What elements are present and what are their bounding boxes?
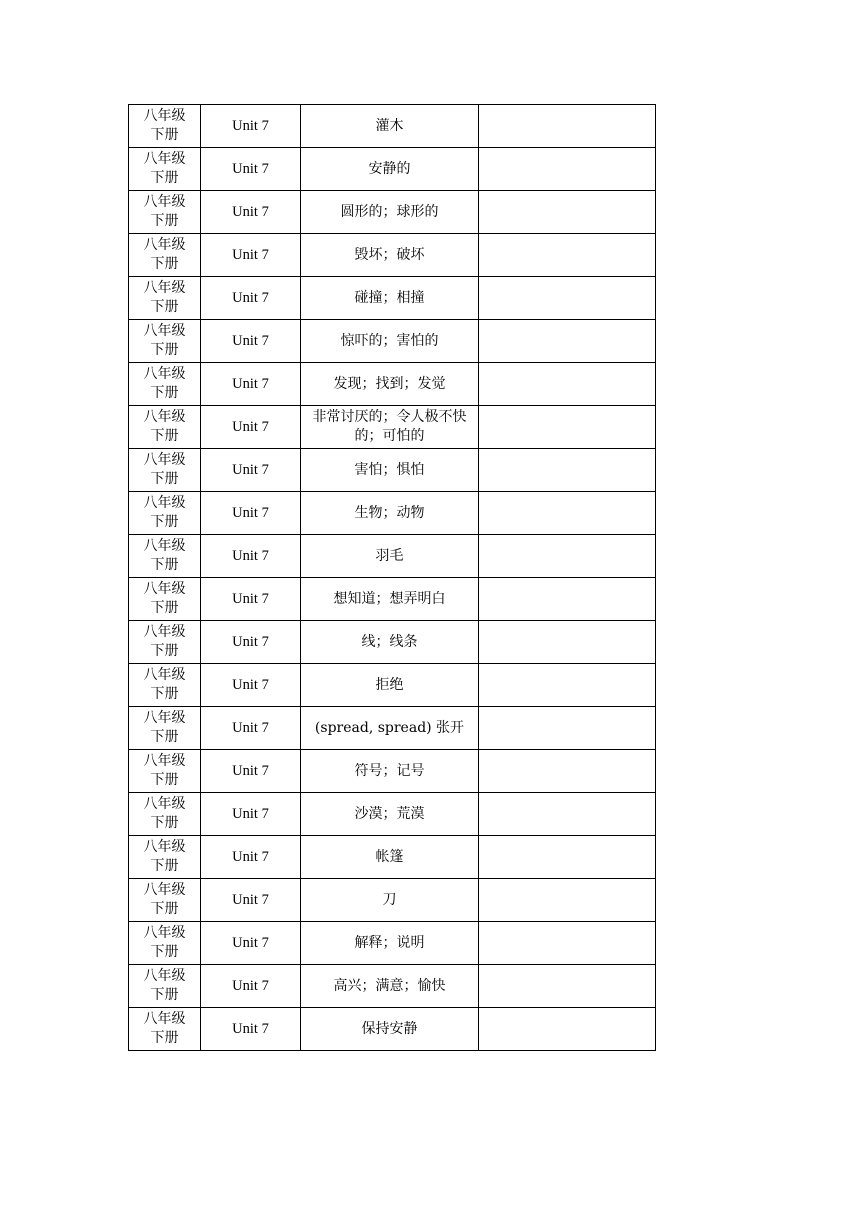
unit-cell bbox=[201, 664, 301, 707]
table-row bbox=[129, 793, 656, 836]
grade-text: 八年级下册 bbox=[143, 1011, 186, 1046]
unit-text: Unit 7 bbox=[232, 117, 269, 134]
meaning-text: (spread, spread) 张开 bbox=[314, 719, 465, 736]
word-answer-cell bbox=[479, 1008, 656, 1051]
grade-text: 八年级下册 bbox=[143, 796, 186, 831]
table-row bbox=[129, 922, 656, 965]
grade-text: 八年级下册 bbox=[143, 323, 186, 358]
table-row bbox=[129, 836, 656, 879]
unit-cell bbox=[201, 105, 301, 148]
unit-text: Unit 7 bbox=[232, 762, 269, 779]
grade-cell bbox=[129, 664, 201, 707]
word-answer-cell bbox=[479, 492, 656, 535]
meaning-text: 安静的 bbox=[368, 160, 411, 177]
meaning-text: 沙漠；荒漠 bbox=[354, 805, 425, 822]
grade-cell bbox=[129, 621, 201, 664]
table-row bbox=[129, 1008, 656, 1051]
unit-cell bbox=[201, 535, 301, 578]
grade-cell bbox=[129, 879, 201, 922]
unit-cell bbox=[201, 148, 301, 191]
grade-cell bbox=[129, 449, 201, 492]
word-answer-cell bbox=[479, 234, 656, 277]
unit-text: Unit 7 bbox=[232, 504, 269, 521]
meaning-text: 碰撞；相撞 bbox=[354, 289, 425, 306]
grade-cell bbox=[129, 793, 201, 836]
grade-cell bbox=[129, 363, 201, 406]
meaning-cell bbox=[301, 277, 479, 320]
table-row bbox=[129, 148, 656, 191]
grade-text: 八年级下册 bbox=[143, 237, 186, 272]
meaning-text: 毁坏；破坏 bbox=[354, 246, 425, 263]
unit-cell bbox=[201, 277, 301, 320]
meaning-cell bbox=[301, 664, 479, 707]
table-row bbox=[129, 234, 656, 277]
unit-text: Unit 7 bbox=[232, 375, 269, 392]
word-answer-cell bbox=[479, 621, 656, 664]
unit-cell bbox=[201, 879, 301, 922]
meaning-text: 生物；动物 bbox=[354, 504, 425, 521]
unit-text: Unit 7 bbox=[232, 203, 269, 220]
table-row bbox=[129, 535, 656, 578]
unit-cell bbox=[201, 1008, 301, 1051]
meaning-cell bbox=[301, 793, 479, 836]
grade-text: 八年级下册 bbox=[143, 753, 186, 788]
unit-cell bbox=[201, 707, 301, 750]
word-answer-cell bbox=[479, 148, 656, 191]
meaning-cell bbox=[301, 191, 479, 234]
meaning-text: 非常讨厌的；令人极不快的；可怕的 bbox=[312, 409, 467, 444]
meaning-text: 线；线条 bbox=[361, 633, 418, 650]
grade-cell bbox=[129, 406, 201, 449]
unit-text: Unit 7 bbox=[232, 160, 269, 177]
unit-text: Unit 7 bbox=[232, 719, 269, 736]
vocabulary-table bbox=[128, 104, 656, 1051]
unit-cell bbox=[201, 492, 301, 535]
grade-text: 八年级下册 bbox=[143, 495, 186, 530]
unit-cell bbox=[201, 922, 301, 965]
unit-text: Unit 7 bbox=[232, 805, 269, 822]
meaning-cell bbox=[301, 492, 479, 535]
grade-text: 八年级下册 bbox=[143, 452, 186, 487]
table-row bbox=[129, 621, 656, 664]
meaning-text: 刀 bbox=[382, 891, 397, 908]
unit-text: Unit 7 bbox=[232, 1020, 269, 1037]
meaning-text: 保持安静 bbox=[361, 1020, 418, 1037]
word-answer-cell bbox=[479, 191, 656, 234]
grade-text: 八年级下册 bbox=[143, 366, 186, 401]
unit-cell bbox=[201, 363, 301, 406]
meaning-text: 圆形的；球形的 bbox=[340, 203, 439, 220]
meaning-text: 拒绝 bbox=[375, 676, 404, 693]
table-row bbox=[129, 191, 656, 234]
word-answer-cell bbox=[479, 922, 656, 965]
word-answer-cell bbox=[479, 664, 656, 707]
unit-cell bbox=[201, 621, 301, 664]
grade-cell bbox=[129, 105, 201, 148]
unit-text: Unit 7 bbox=[232, 590, 269, 607]
grade-text: 八年级下册 bbox=[143, 882, 186, 917]
table-row bbox=[129, 406, 656, 449]
word-answer-cell bbox=[479, 836, 656, 879]
unit-text: Unit 7 bbox=[232, 289, 269, 306]
meaning-text: 惊吓的；害怕的 bbox=[340, 332, 439, 349]
meaning-cell bbox=[301, 750, 479, 793]
meaning-text: 解释；说明 bbox=[354, 934, 425, 951]
grade-text: 八年级下册 bbox=[143, 151, 186, 186]
grade-cell bbox=[129, 492, 201, 535]
meaning-cell bbox=[301, 535, 479, 578]
grade-text: 八年级下册 bbox=[143, 280, 186, 315]
meaning-cell bbox=[301, 836, 479, 879]
grade-cell bbox=[129, 578, 201, 621]
table-row bbox=[129, 492, 656, 535]
table-row bbox=[129, 363, 656, 406]
word-answer-cell bbox=[479, 535, 656, 578]
meaning-text: 灌木 bbox=[375, 117, 404, 134]
grade-cell bbox=[129, 750, 201, 793]
grade-text: 八年级下册 bbox=[143, 538, 186, 573]
meaning-text: 想知道；想弄明白 bbox=[333, 590, 446, 607]
meaning-text: 发现；找到；发觉 bbox=[333, 375, 446, 392]
unit-text: Unit 7 bbox=[232, 633, 269, 650]
word-answer-cell bbox=[479, 406, 656, 449]
grade-text: 八年级下册 bbox=[143, 624, 186, 659]
grade-cell bbox=[129, 320, 201, 363]
meaning-cell bbox=[301, 363, 479, 406]
meaning-text: 帐篷 bbox=[375, 848, 404, 865]
meaning-cell bbox=[301, 234, 479, 277]
grade-cell bbox=[129, 836, 201, 879]
meaning-text: 害怕；惧怕 bbox=[354, 461, 425, 478]
table-row bbox=[129, 879, 656, 922]
unit-text: Unit 7 bbox=[232, 848, 269, 865]
word-answer-cell bbox=[479, 277, 656, 320]
meaning-cell bbox=[301, 578, 479, 621]
word-answer-cell bbox=[479, 707, 656, 750]
meaning-cell bbox=[301, 922, 479, 965]
unit-cell bbox=[201, 320, 301, 363]
meaning-cell bbox=[301, 1008, 479, 1051]
grade-text: 八年级下册 bbox=[143, 581, 186, 616]
meaning-cell bbox=[301, 965, 479, 1008]
table-row bbox=[129, 449, 656, 492]
unit-cell bbox=[201, 836, 301, 879]
table-row bbox=[129, 105, 656, 148]
table-row bbox=[129, 578, 656, 621]
unit-cell bbox=[201, 750, 301, 793]
grade-cell bbox=[129, 922, 201, 965]
grade-text: 八年级下册 bbox=[143, 194, 186, 229]
unit-text: Unit 7 bbox=[232, 461, 269, 478]
grade-text: 八年级下册 bbox=[143, 108, 186, 143]
unit-text: Unit 7 bbox=[232, 332, 269, 349]
unit-text: Unit 7 bbox=[232, 934, 269, 951]
unit-text: Unit 7 bbox=[232, 977, 269, 994]
unit-cell bbox=[201, 578, 301, 621]
word-answer-cell bbox=[479, 793, 656, 836]
unit-cell bbox=[201, 965, 301, 1008]
unit-text: Unit 7 bbox=[232, 891, 269, 908]
grade-cell bbox=[129, 1008, 201, 1051]
unit-cell bbox=[201, 449, 301, 492]
unit-cell bbox=[201, 191, 301, 234]
meaning-cell bbox=[301, 148, 479, 191]
meaning-cell bbox=[301, 879, 479, 922]
grade-cell bbox=[129, 535, 201, 578]
meaning-cell bbox=[301, 707, 479, 750]
word-answer-cell bbox=[479, 578, 656, 621]
vocabulary-table-body bbox=[129, 105, 656, 1051]
unit-text: Unit 7 bbox=[232, 547, 269, 564]
meaning-cell bbox=[301, 449, 479, 492]
unit-text: Unit 7 bbox=[232, 418, 269, 435]
grade-cell bbox=[129, 148, 201, 191]
unit-text: Unit 7 bbox=[232, 246, 269, 263]
grade-cell bbox=[129, 707, 201, 750]
grade-cell bbox=[129, 277, 201, 320]
word-answer-cell bbox=[479, 750, 656, 793]
word-answer-cell bbox=[479, 105, 656, 148]
table-row bbox=[129, 664, 656, 707]
meaning-cell bbox=[301, 320, 479, 363]
grade-text: 八年级下册 bbox=[143, 925, 186, 960]
word-answer-cell bbox=[479, 449, 656, 492]
unit-text: Unit 7 bbox=[232, 676, 269, 693]
grade-text: 八年级下册 bbox=[143, 667, 186, 702]
table-row bbox=[129, 707, 656, 750]
grade-text: 八年级下册 bbox=[143, 710, 186, 745]
meaning-cell bbox=[301, 406, 479, 449]
grade-cell bbox=[129, 234, 201, 277]
unit-cell bbox=[201, 234, 301, 277]
grade-cell bbox=[129, 191, 201, 234]
table-row bbox=[129, 750, 656, 793]
meaning-cell bbox=[301, 105, 479, 148]
word-answer-cell bbox=[479, 363, 656, 406]
grade-text: 八年级下册 bbox=[143, 839, 186, 874]
meaning-text: 高兴；满意；愉快 bbox=[333, 977, 446, 994]
meaning-text: 羽毛 bbox=[375, 547, 404, 564]
table-row bbox=[129, 277, 656, 320]
unit-cell bbox=[201, 406, 301, 449]
word-answer-cell bbox=[479, 879, 656, 922]
grade-text: 八年级下册 bbox=[143, 968, 186, 1003]
meaning-text: 符号；记号 bbox=[354, 762, 425, 779]
grade-text: 八年级下册 bbox=[143, 409, 186, 444]
table-row bbox=[129, 320, 656, 363]
word-answer-cell bbox=[479, 320, 656, 363]
word-answer-cell bbox=[479, 965, 656, 1008]
meaning-cell bbox=[301, 621, 479, 664]
table-row bbox=[129, 965, 656, 1008]
unit-cell bbox=[201, 793, 301, 836]
grade-cell bbox=[129, 965, 201, 1008]
